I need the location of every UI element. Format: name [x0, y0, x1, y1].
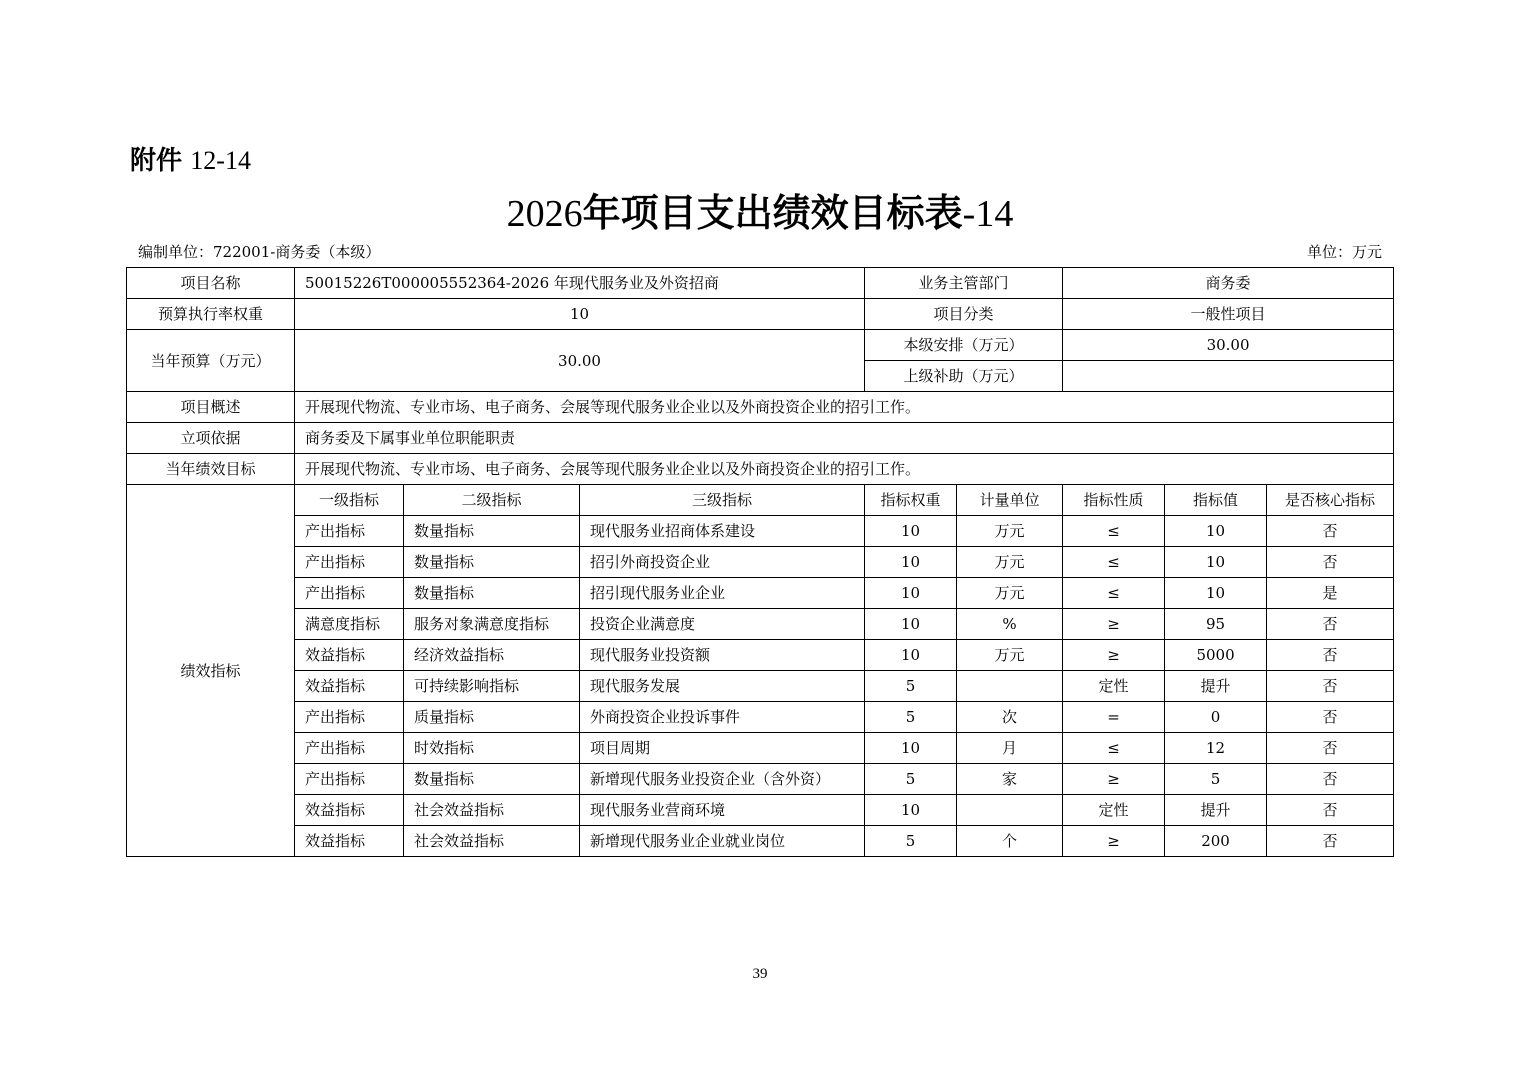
- budget-value: 30.00: [295, 330, 865, 392]
- indicator-cell-h-level3: 招引现代服务业企业: [580, 578, 865, 609]
- indicator-cell-h-level1: 效益指标: [295, 640, 404, 671]
- indicator-cell-h-level1: 产出指标: [295, 733, 404, 764]
- indicator-cell-h-core: 否: [1267, 609, 1394, 640]
- indicator-cell-h-nature: ≤: [1063, 578, 1165, 609]
- indicator-cell-h-nature: ≥: [1063, 609, 1165, 640]
- indicator-cell-h-core: 否: [1267, 516, 1394, 547]
- indicator-cell-h-core: 否: [1267, 640, 1394, 671]
- indicator-cell-h-unit: [957, 795, 1063, 826]
- indicator-cell-h-core: 否: [1267, 671, 1394, 702]
- table-row: [127, 640, 1394, 671]
- indicator-cell-h-weight: 5: [865, 671, 957, 702]
- indicator-header-h-weight: 指标权重: [865, 485, 957, 516]
- indicator-cell-h-core: 是: [1267, 578, 1394, 609]
- indicator-cell-h-unit: 次: [957, 702, 1063, 733]
- indicator-cell-h-level1: 产出指标: [295, 516, 404, 547]
- indicator-cell-h-unit: 个: [957, 826, 1063, 857]
- indicator-cell-h-nature: ≥: [1063, 826, 1165, 857]
- attachment-word: 附件: [130, 146, 183, 176]
- indicator-cell-h-level3: 现代服务业投资额: [580, 640, 865, 671]
- indicator-cell-h-level3: 项目周期: [580, 733, 865, 764]
- local-value: 30.00: [1063, 330, 1394, 361]
- indicator-cell-h-unit: [957, 671, 1063, 702]
- indicator-cell-h-level1: 效益指标: [295, 671, 404, 702]
- dept-label: 业务主管部门: [865, 268, 1063, 299]
- indicator-cell-h-nature: 定性: [1063, 795, 1165, 826]
- indicator-cell-h-level1: 产出指标: [295, 547, 404, 578]
- table-row: [127, 516, 1394, 547]
- compiling-unit: 编制单位：722001-商务委（本级）: [138, 243, 381, 261]
- indicator-cell-h-unit: %: [957, 609, 1063, 640]
- indicator-cell-h-weight: 5: [865, 826, 957, 857]
- row-goal: [127, 454, 1394, 485]
- indicator-cell-h-value: 0: [1165, 702, 1267, 733]
- dept-value: 商务委: [1063, 268, 1394, 299]
- category-label: 项目分类: [865, 299, 1063, 330]
- indicator-header-row: [127, 485, 1394, 516]
- indicator-cell-h-level3: 投资企业满意度: [580, 609, 865, 640]
- indicator-cell-h-weight: 10: [865, 578, 957, 609]
- basis-value: 商务委及下属事业单位职能职责: [295, 423, 1394, 454]
- indicator-cell-h-level1: 满意度指标: [295, 609, 404, 640]
- table-row: [127, 795, 1394, 826]
- indicator-cell-h-nature: ≤: [1063, 516, 1165, 547]
- indicator-cell-h-level3: 现代服务发展: [580, 671, 865, 702]
- indicator-cell-h-unit: 家: [957, 764, 1063, 795]
- indicator-cell-h-nature: ≤: [1063, 547, 1165, 578]
- indicator-cell-h-unit: 万元: [957, 640, 1063, 671]
- indicator-cell-h-value: 5: [1165, 764, 1267, 795]
- table-row: [127, 578, 1394, 609]
- indicator-cell-h-value: 12: [1165, 733, 1267, 764]
- indicator-cell-h-level1: 产出指标: [295, 764, 404, 795]
- table-row: [127, 733, 1394, 764]
- indicator-cell-h-level3: 现代服务业营商环境: [580, 795, 865, 826]
- indicator-cell-h-level3: 新增现代服务业投资企业（含外资）: [580, 764, 865, 795]
- weight-label: 预算执行率权重: [127, 299, 295, 330]
- indicator-cell-h-weight: 10: [865, 609, 957, 640]
- superior-value: [1063, 361, 1394, 392]
- indicator-cell-h-weight: 10: [865, 640, 957, 671]
- row-budget: [127, 330, 1394, 361]
- indicator-cell-h-level2: 社会效益指标: [404, 826, 580, 857]
- page-title: [0, 188, 1520, 239]
- table-row: [127, 764, 1394, 795]
- indicator-cell-h-core: 否: [1267, 547, 1394, 578]
- indicator-header-h-level1: 一级指标: [295, 485, 404, 516]
- indicator-cell-h-nature: ≤: [1063, 733, 1165, 764]
- overview-label: 项目概述: [127, 392, 295, 423]
- indicator-cell-h-level3: 外商投资企业投诉事件: [580, 702, 865, 733]
- indicator-cell-h-level2: 可持续影响指标: [404, 671, 580, 702]
- indicator-cell-h-level2: 时效指标: [404, 733, 580, 764]
- goal-label: 当年绩效目标: [127, 454, 295, 485]
- indicator-cell-h-nature: 定性: [1063, 671, 1165, 702]
- title-text: 年项目支出绩效目标表: [582, 191, 963, 235]
- indicator-cell-h-level3: 新增现代服务业企业就业岗位: [580, 826, 865, 857]
- indicator-cell-h-level1: 产出指标: [295, 702, 404, 733]
- indicator-cell-h-value: 10: [1165, 516, 1267, 547]
- indicator-cell-h-unit: 万元: [957, 578, 1063, 609]
- performance-table: [126, 267, 1394, 857]
- indicators-section-label: 绩效指标: [127, 485, 295, 857]
- indicator-cell-h-level1: 效益指标: [295, 795, 404, 826]
- table-row: [127, 702, 1394, 733]
- table-row: [127, 671, 1394, 702]
- basis-label: 立项依据: [127, 423, 295, 454]
- indicator-cell-h-value: 5000: [1165, 640, 1267, 671]
- indicator-cell-h-weight: 10: [865, 795, 957, 826]
- indicator-cell-h-level2: 数量指标: [404, 578, 580, 609]
- indicator-cell-h-value: 10: [1165, 578, 1267, 609]
- indicator-cell-h-nature: ≥: [1063, 764, 1165, 795]
- indicator-cell-h-level2: 数量指标: [404, 547, 580, 578]
- budget-label: 当年预算（万元）: [127, 330, 295, 392]
- indicator-header-h-core: 是否核心指标: [1267, 485, 1394, 516]
- indicator-header-h-nature: 指标性质: [1063, 485, 1165, 516]
- local-label: 本级安排（万元）: [865, 330, 1063, 361]
- indicator-header-h-level2: 二级指标: [404, 485, 580, 516]
- indicator-cell-h-weight: 10: [865, 547, 957, 578]
- indicator-cell-h-level3: 现代服务业招商体系建设: [580, 516, 865, 547]
- indicator-cell-h-value: 95: [1165, 609, 1267, 640]
- attachment-number: 12-14: [190, 146, 251, 175]
- table-row: [127, 826, 1394, 857]
- table-row: [127, 547, 1394, 578]
- indicator-cell-h-unit: 万元: [957, 547, 1063, 578]
- project-name-value: 50015226T000005552364-2026 年现代服务业及外资招商: [295, 268, 865, 299]
- page-number: 39: [752, 966, 768, 982]
- superior-label: 上级补助（万元）: [865, 361, 1063, 392]
- indicator-header-h-level3: 三级指标: [580, 485, 865, 516]
- indicator-cell-h-core: 否: [1267, 733, 1394, 764]
- table-row: [127, 609, 1394, 640]
- indicator-cell-h-nature: ≥: [1063, 640, 1165, 671]
- indicator-cell-h-level2: 质量指标: [404, 702, 580, 733]
- attachment-label: [130, 144, 251, 178]
- indicator-cell-h-weight: 10: [865, 733, 957, 764]
- indicator-cell-h-level1: 效益指标: [295, 826, 404, 857]
- category-value: 一般性项目: [1063, 299, 1394, 330]
- currency-unit: 单位：万元: [1306, 243, 1382, 261]
- indicator-cell-h-core: 否: [1267, 702, 1394, 733]
- row-basis: [127, 423, 1394, 454]
- row-overview: [127, 392, 1394, 423]
- row-project-name: [127, 268, 1394, 299]
- indicator-cell-h-level2: 数量指标: [404, 516, 580, 547]
- indicator-cell-h-core: 否: [1267, 826, 1394, 857]
- indicator-cell-h-level3: 招引外商投资企业: [580, 547, 865, 578]
- goal-value: 开展现代物流、专业市场、电子商务、会展等现代服务业企业以及外商投资企业的招引工作。: [295, 454, 1394, 485]
- indicator-cell-h-level2: 经济效益指标: [404, 640, 580, 671]
- indicator-cell-h-weight: 10: [865, 516, 957, 547]
- indicator-cell-h-weight: 5: [865, 764, 957, 795]
- indicator-cell-h-value: 提升: [1165, 795, 1267, 826]
- indicator-cell-h-unit: 月: [957, 733, 1063, 764]
- row-weight: [127, 299, 1394, 330]
- indicator-cell-h-level2: 数量指标: [404, 764, 580, 795]
- indicator-cell-h-value: 200: [1165, 826, 1267, 857]
- project-name-label: 项目名称: [127, 268, 295, 299]
- indicator-cell-h-level2: 服务对象满意度指标: [404, 609, 580, 640]
- indicator-cell-h-level1: 产出指标: [295, 578, 404, 609]
- indicator-cell-h-unit: 万元: [957, 516, 1063, 547]
- weight-value: 10: [295, 299, 865, 330]
- indicator-cell-h-nature: =: [1063, 702, 1165, 733]
- title-suffix: -14: [962, 193, 1014, 235]
- title-year: 2026: [506, 193, 583, 235]
- indicator-cell-h-core: 否: [1267, 764, 1394, 795]
- indicator-cell-h-value: 10: [1165, 547, 1267, 578]
- indicator-header-h-value: 指标值: [1165, 485, 1267, 516]
- indicator-cell-h-value: 提升: [1165, 671, 1267, 702]
- indicator-cell-h-level2: 社会效益指标: [404, 795, 580, 826]
- indicator-cell-h-core: 否: [1267, 795, 1394, 826]
- indicator-cell-h-weight: 5: [865, 702, 957, 733]
- overview-value: 开展现代物流、专业市场、电子商务、会展等现代服务业企业以及外商投资企业的招引工作。: [295, 392, 1394, 423]
- indicator-header-h-unit: 计量单位: [957, 485, 1063, 516]
